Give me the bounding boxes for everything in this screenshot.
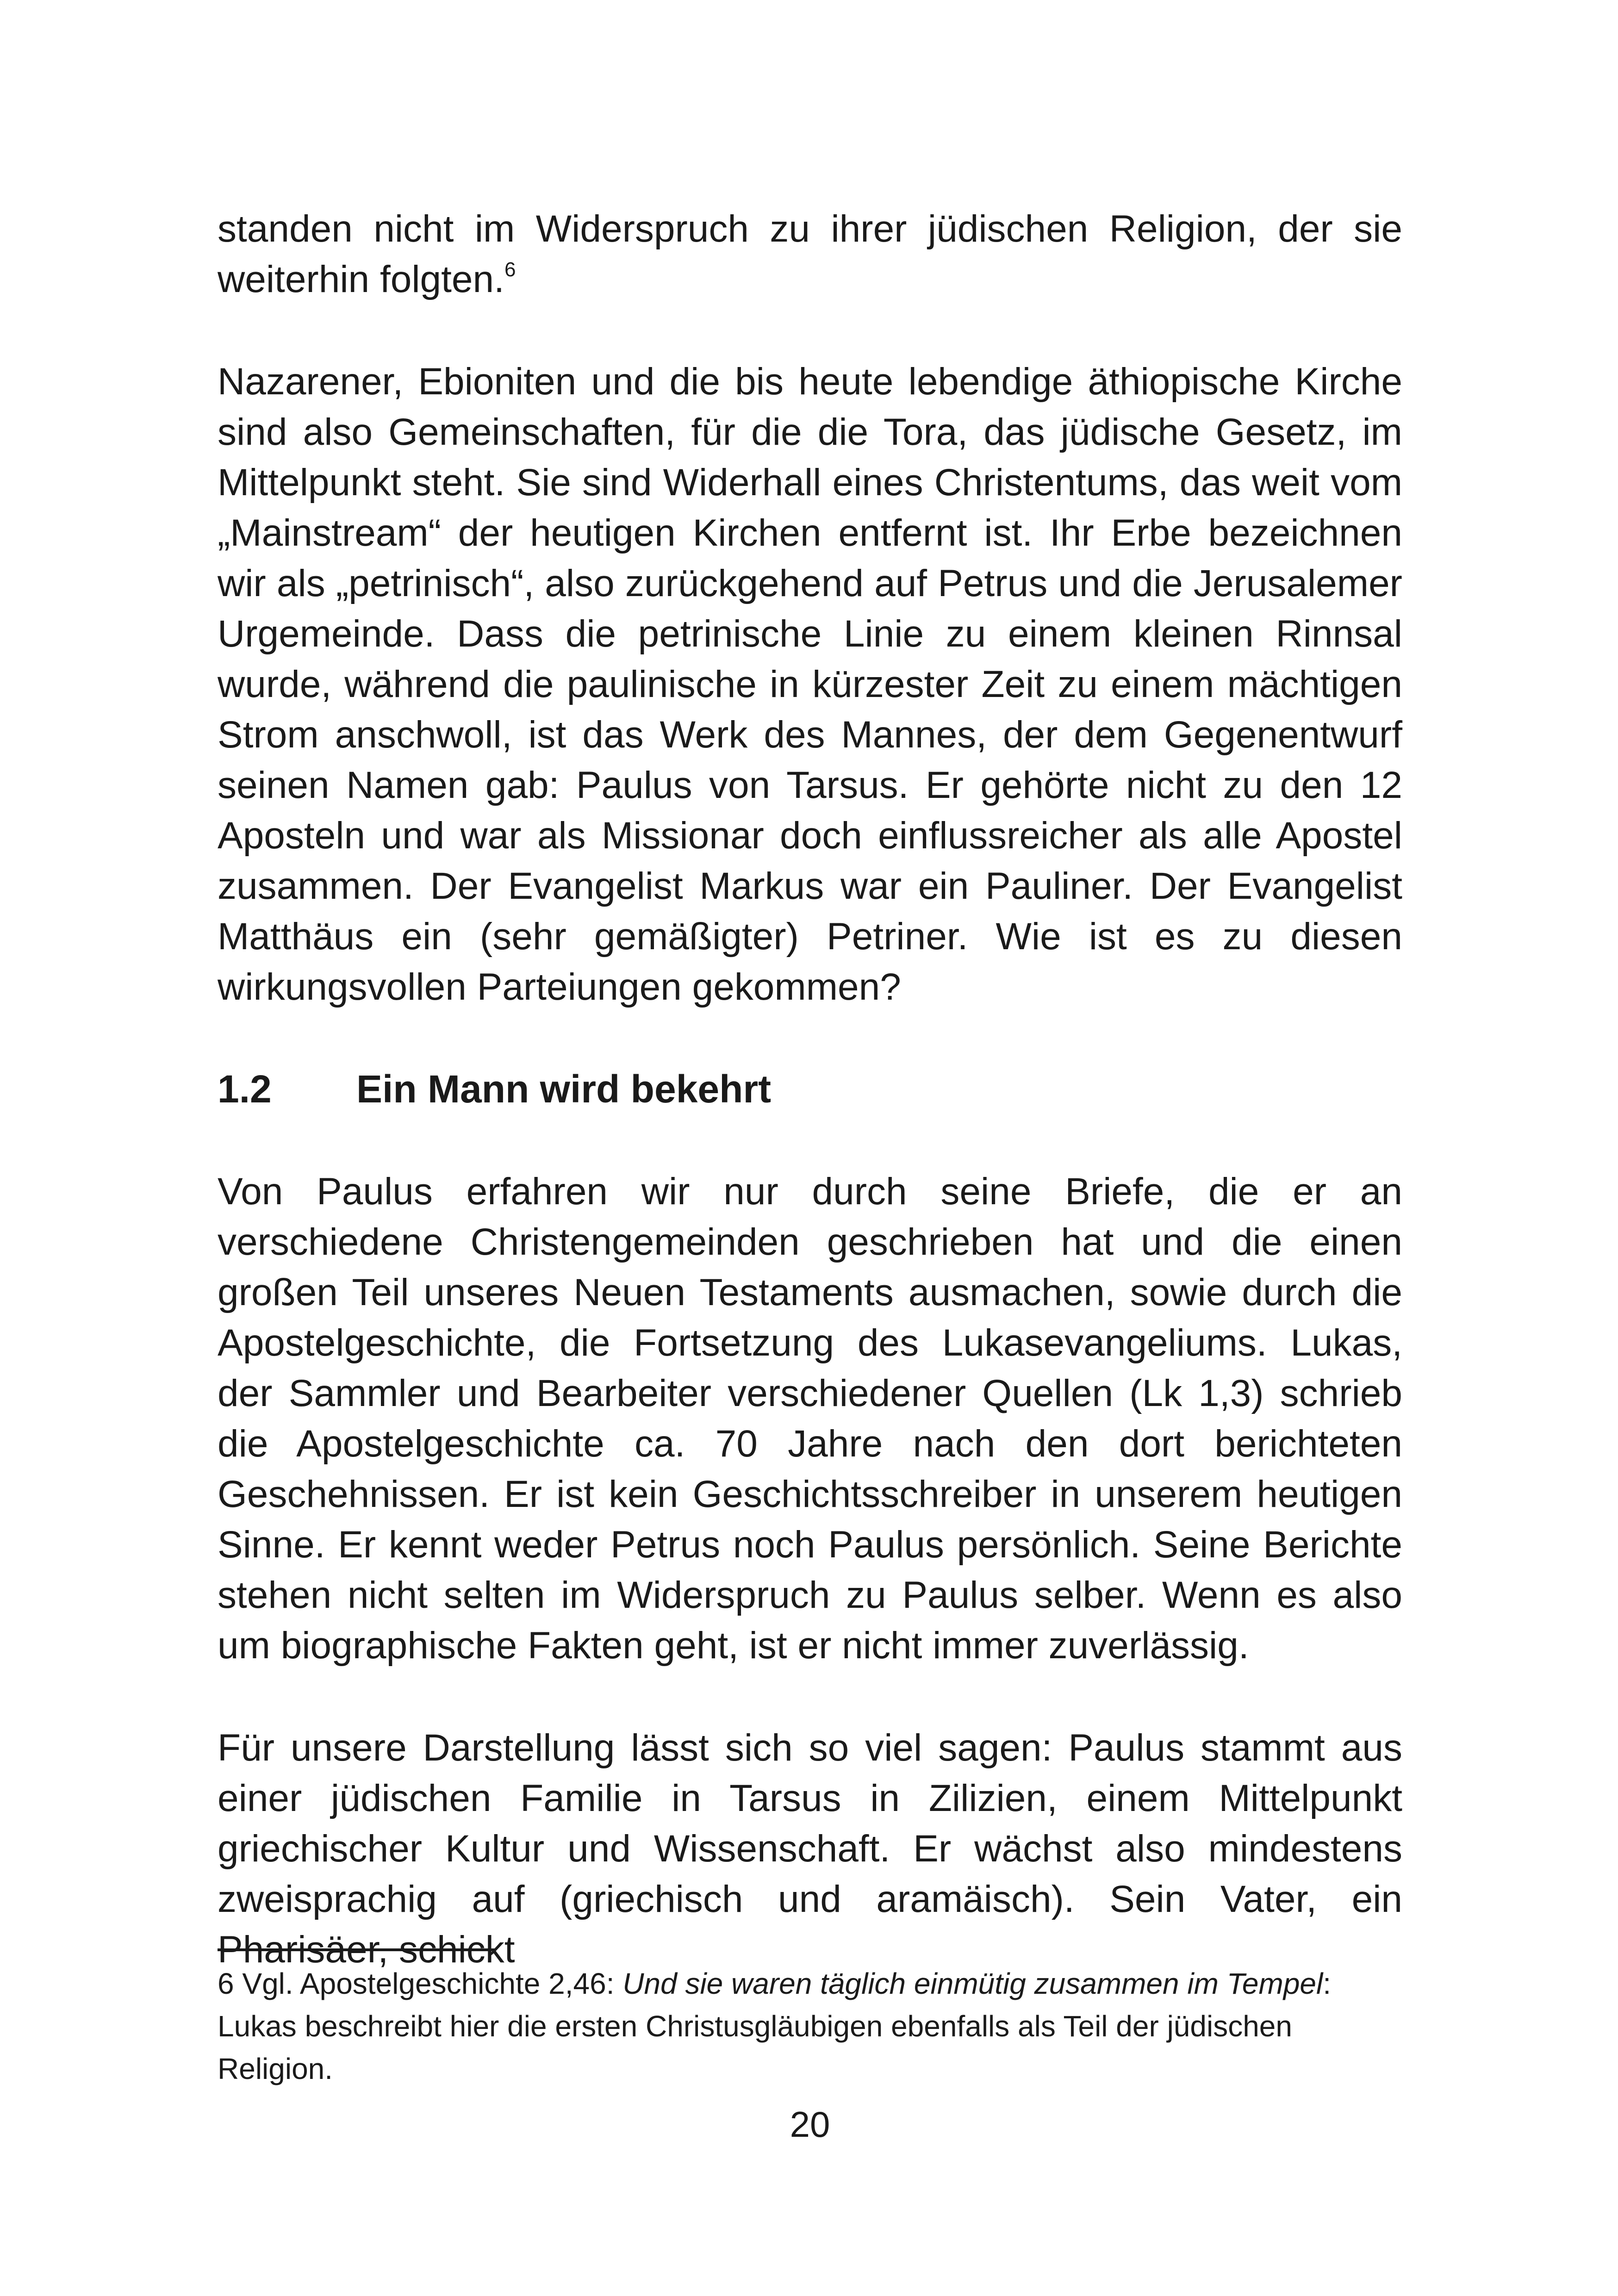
- section-title: Ein Mann wird bekehrt: [356, 1067, 772, 1111]
- paragraph-2: Nazarener, Ebioniten und die bis heute lebendige äthiopische Kirche sind also Gemeinschaften, für die die Tora, das jüdische Gesetz, im Mittelpunkt steht. Sie sind Widerhall eines Christentums, das weit vom „Mainstream“ der heutigen Kirchen entfernt ist. Ihr Erbe bezeichnen wir als „petrinisch“, also zurückgehend auf Petrus und die Jerusalemer Urgemeinde. Dass die petrinische Linie zu einem kleinen Rinnsal wurde, während die paulinische in kürzester Zeit zu einem mächtigen Strom anschwoll, ist das Werk des Mannes, der dem Gegenentwurf seinen Namen gab: Paulus von Tarsus. Er gehörte nicht zu den 12 Aposteln und war als Missionar doch einflussreicher als alle Apostel zusammen. Der Evangelist Markus war ein Pauliner. Der Evangelist Matthäus ein (sehr gemäßigter) Petriner. Wie ist es zu diesen wirkungsvollen Parteiungen gekommen?: [218, 361, 1402, 1008]
- footnote-reference: 6: [504, 258, 516, 281]
- paragraph-1-text: standen nicht im Widerspruch zu ihrer jüdischen Religion, der sie weiterhin folgten.: [218, 208, 1402, 300]
- footnote-separator: [218, 1948, 495, 1951]
- paragraph-continuation: [218, 204, 1402, 305]
- page: [218, 204, 1402, 2240]
- footnote-suffix: : Lukas beschreibt hier die ersten Christusgläubigen ebenfalls als Teil der jüdischen Religion.: [218, 1967, 1331, 2085]
- section-number: 1.2: [218, 1067, 272, 1111]
- paragraph-3: Von Paulus erfahren wir nur durch seine Briefe, die er an verschiedene Christengemeinden geschrieben hat und die einen großen Teil unseres Neuen Testaments ausmachen, sowie durch die Apostelgeschichte, die Fortsetzung des Lukasevangeliums. Lukas, der Sammler und Bearbeiter verschiedener Quellen (Lk 1,3) schrieb die Apostelgeschichte ca. 70 Jahre nach den dort berichteten Geschehnissen. Er ist kein Geschichtsschreiber in unserem heutigen Sinne. Er kennt weder Petrus noch Paulus persönlich. Seine Berichte stehen nicht selten im Widerspruch zu Paulus selber. Wenn es also um biographische Fakten geht, ist er nicht immer zuverlässig.: [218, 1170, 1402, 1667]
- footnote-quote: Und sie waren täglich einmütig zusammen im Tempel: [622, 1967, 1323, 2000]
- footnote-prefix: 6 Vgl. Apostelgeschichte 2,46:: [218, 1967, 623, 2000]
- paragraph-4: Für unsere Darstellung lässt sich so viel sagen: Paulus stammt aus einer jüdischen Familie in Tarsus in Zilizien, einem Mittelpunkt griechischer Kultur und Wissenschaft. Er wächst also mindestens zweisprachig auf (griechisch und aramäisch). Sein Vater, ein Pharisäer, schickt: [218, 1727, 1402, 1971]
- page-number: 20: [790, 2104, 830, 2145]
- footnote: [218, 1962, 1402, 2090]
- section-heading: [218, 1064, 1402, 1114]
